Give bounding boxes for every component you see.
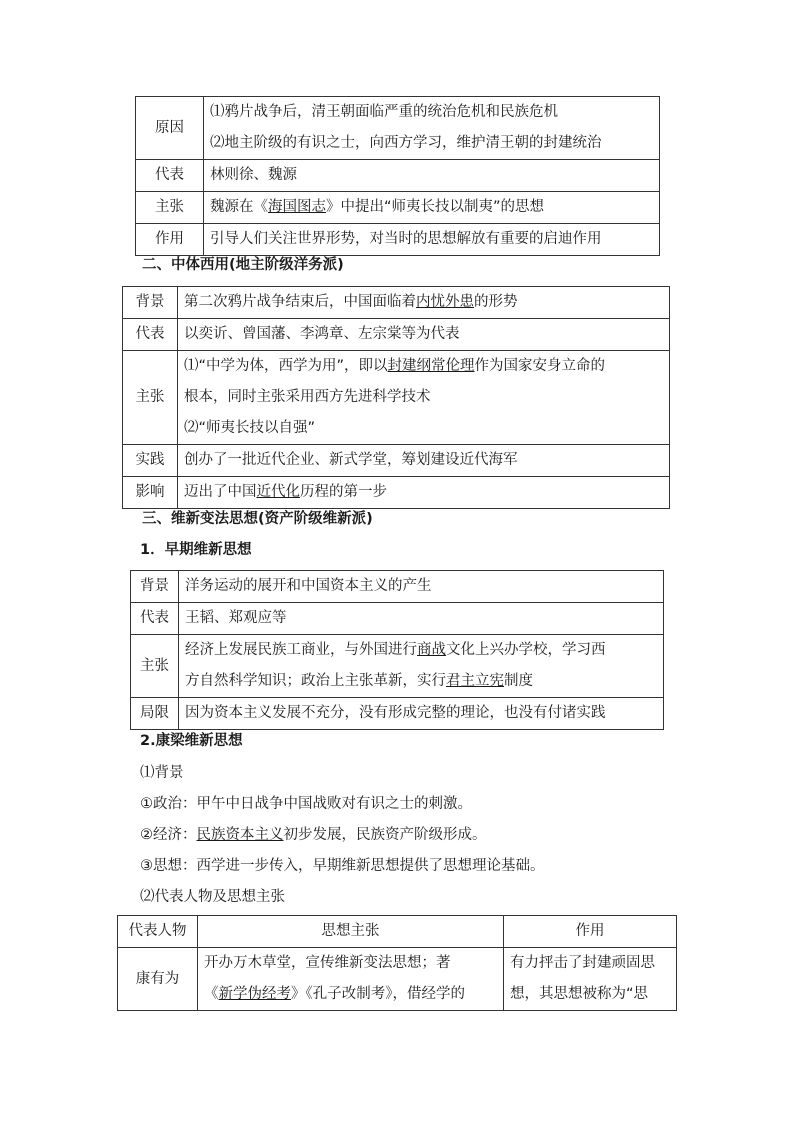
row-content: 因为资本主义发展不充分，没有形成完整的理论，也没有付诸实践	[179, 698, 664, 730]
table-row	[123, 445, 670, 477]
underlined-term: 海国图志	[268, 199, 326, 215]
row-content	[178, 351, 670, 445]
text-segment: 迈出了中国	[184, 484, 257, 500]
paragraph-background-title: ⑴背景	[140, 765, 184, 781]
row-label: 主张	[123, 351, 178, 445]
row-content: 王韬、郑观应等	[179, 603, 664, 635]
text-segment: 》《孔子改制考》，借经学的	[291, 986, 465, 1002]
text-segment: 历程的第一步	[300, 484, 387, 500]
text-segment: 《	[204, 986, 219, 1002]
table-row	[123, 319, 670, 351]
paragraph-representatives-title: ⑵代表人物及思想主张	[140, 889, 285, 905]
table-row	[123, 351, 670, 445]
content-line	[185, 635, 657, 666]
table-linzexu-weiyuan	[135, 96, 660, 256]
effect-cell	[504, 948, 677, 1011]
thought-cell	[198, 948, 504, 1011]
content-line	[184, 351, 663, 382]
row-label: 实践	[123, 445, 178, 477]
underlined-term: 新学伪经考	[218, 986, 291, 1002]
table-row	[136, 160, 660, 192]
row-label: 背景	[123, 287, 178, 319]
content-line: 想，其思想被称为“思	[510, 986, 649, 1002]
content-line: ⑵地主阶级的有识之士，向西方学习，维护清王朝的封建统治	[210, 135, 602, 151]
text-segment: 》中提出“师夷长技以制夷”的思想	[326, 199, 545, 215]
row-content: 以奕䜣、曾国藩、李鸿章、左宗棠等为代表	[178, 319, 670, 351]
content-line: 开办万木草堂，宣传维新变法思想；著	[204, 955, 451, 971]
paragraph-thought: ③思想：西学进一步传入，早期维新思想提供了思想理论基础。	[140, 858, 545, 874]
paragraph-politics: ①政治：甲午中日战争中国战败对有识之士的刺激。	[140, 796, 472, 812]
text-segment: 的形势	[474, 294, 518, 310]
row-label: 原因	[136, 97, 204, 160]
row-content	[204, 192, 660, 224]
underlined-term: 内忧外患	[416, 294, 474, 310]
underlined-term: 商战	[417, 642, 446, 658]
row-label: 主张	[131, 635, 179, 698]
content-line: ⑵“师夷长技以自强”	[184, 420, 316, 436]
person-name: 康有为	[118, 948, 198, 1011]
column-header: 思想主张	[198, 916, 504, 948]
text-segment: 魏源在《	[210, 199, 268, 215]
row-label: 局限	[131, 698, 179, 730]
subheading-early-reform: 1．早期维新思想	[140, 542, 252, 558]
row-content	[204, 97, 660, 160]
row-content	[178, 477, 670, 509]
row-label: 代表	[136, 160, 204, 192]
row-label: 背景	[131, 571, 179, 603]
row-content: 洋务运动的展开和中国资本主义的产生	[179, 571, 664, 603]
text-segment: 经济上发展民族工商业，与外国进行	[185, 642, 417, 658]
text-segment: 制度	[504, 673, 533, 689]
row-label: 主张	[136, 192, 204, 224]
subheading-kang-liang: 2.康梁维新思想	[140, 733, 243, 749]
table-row	[136, 97, 660, 160]
column-header: 作用	[504, 916, 677, 948]
content-line: 根本，同时主张采用西方先进科学技术	[184, 389, 431, 405]
content-line	[185, 666, 657, 697]
table-header-row	[118, 916, 677, 948]
table-row	[131, 635, 664, 698]
paragraph-economy	[140, 823, 487, 847]
column-header: 代表人物	[118, 916, 198, 948]
text-segment: 作为国家安身立命的	[474, 358, 606, 374]
section-heading-2: 二、中体西用(地主阶级洋务派)	[142, 257, 344, 273]
underlined-term: 近代化	[256, 484, 300, 500]
row-label: 代表	[131, 603, 179, 635]
table-row	[131, 571, 664, 603]
underlined-term: 君主立宪	[446, 673, 504, 689]
row-content	[178, 287, 670, 319]
text-segment: ②经济：	[140, 827, 197, 843]
underlined-term: 民族资本主义	[196, 827, 284, 843]
table-row	[131, 603, 664, 635]
row-label: 作用	[136, 224, 204, 256]
text-segment: 初步发展，民族资产阶级形成。	[283, 827, 487, 843]
row-content: 林则徐、魏源	[204, 160, 660, 192]
table-early-reform	[130, 570, 664, 730]
content-line	[204, 979, 497, 1010]
row-content	[179, 635, 664, 698]
underlined-term: 封建纲常伦理	[387, 358, 475, 374]
text-segment: 文化上兴办学校，学习西	[446, 642, 606, 658]
text-segment: ⑴“中学为体，西学为用”，即以	[184, 358, 388, 374]
table-row	[123, 477, 670, 509]
row-label: 代表	[123, 319, 178, 351]
table-zhongti-xiyong	[122, 286, 670, 509]
table-row	[136, 192, 660, 224]
text-segment: 方自然科学知识；政治上主张革新，实行	[185, 673, 446, 689]
content-line: 有力抨击了封建顽固思	[510, 955, 655, 971]
text-segment: 第二次鸦片战争结束后，中国面临着	[184, 294, 416, 310]
content-line: ⑴鸦片战争后，清王朝面临严重的统治危机和民族危机	[210, 104, 558, 120]
table-row	[136, 224, 660, 256]
row-label: 影响	[123, 477, 178, 509]
table-row	[118, 948, 677, 1011]
table-row	[123, 287, 670, 319]
row-content: 创办了一批近代企业、新式学堂，筹划建设近代海军	[178, 445, 670, 477]
table-representatives	[117, 915, 677, 1011]
row-content: 引导人们关注世界形势，对当时的思想解放有重要的启迪作用	[204, 224, 660, 256]
table-row	[131, 698, 664, 730]
section-heading-3: 三、维新变法思想(资产阶级维新派)	[142, 511, 373, 527]
